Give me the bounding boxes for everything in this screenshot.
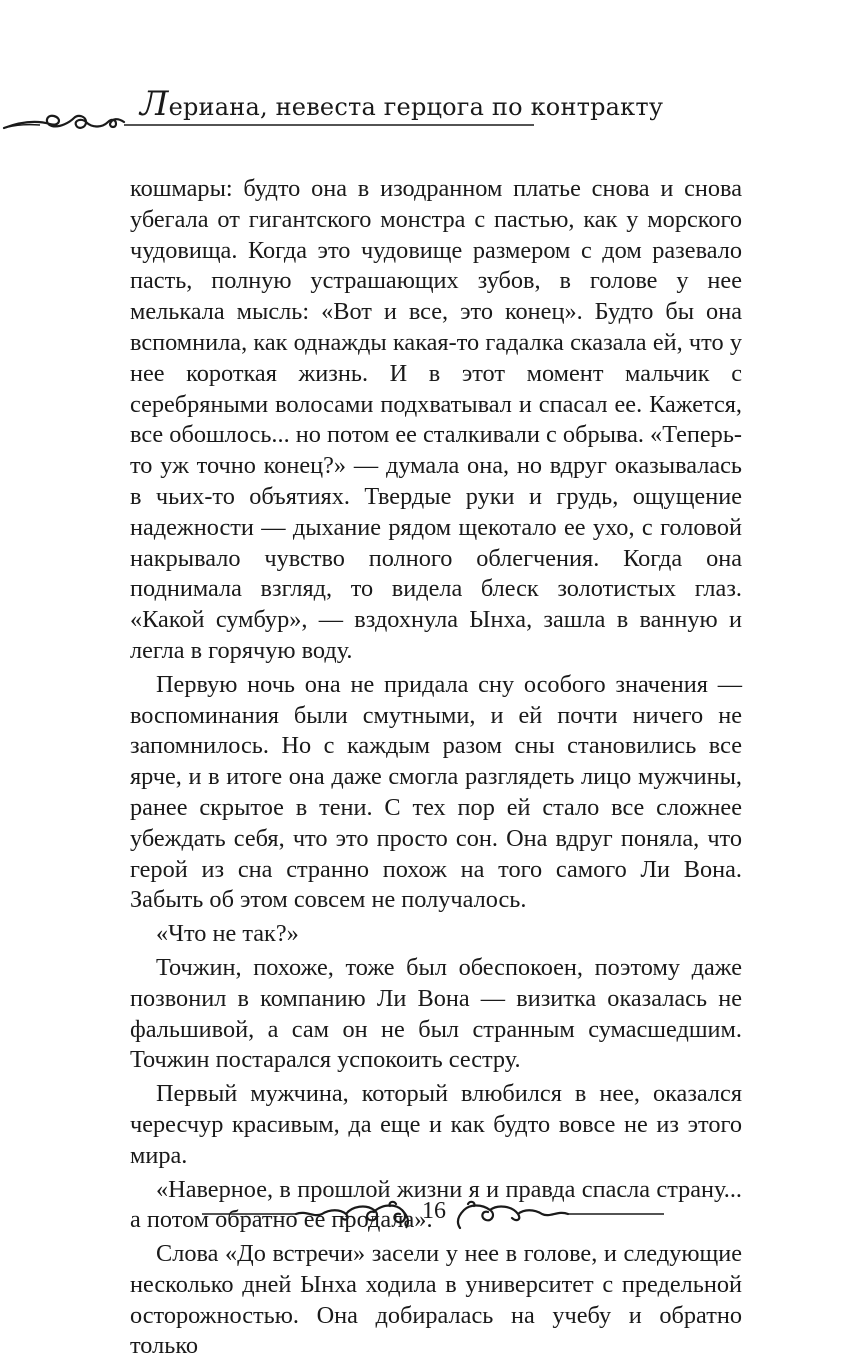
running-header bbox=[0, 78, 844, 138]
header-title-initial: Л bbox=[140, 84, 169, 124]
running-header-title bbox=[140, 84, 663, 124]
paragraph-4: Точжин, похоже, тоже был обеспокоен, поэтому даже позвонил в компанию Ли Вона — визитка оказалась не фальшивой, а сам он не был странным сумасшедшим. Точжин постарался успокоить сестру. bbox=[130, 953, 742, 1074]
paragraph-1: кошмары: будто она в изодранном платье снова и снова убегала от гигантского монстра с пастью, как у морского чудовища. Когда это чудовище размером с дом разевало пасть, полную устрашающих зубов, в голове у нее мелькала мысль: «Вот и все, это конец». Будто бы она вспомнила, как однажды какая-то гадалка сказала ей, что у нее короткая жизнь. И в этот момент мальчик с серебряными волосами подхватывал и спасал ее. Кажется, все обошлось... но потом ее сталкивали с обрыва. «Теперь-то уж точно конец?» — думала она, но вдруг оказывалась в чьих-то объятиях. Твердые руки и грудь, ощущение надежности — дыхание рядом щекотало ее ухо, с головой накрывало чувство полного облегчения. Когда она поднимала взгляд, то видела блеск золотистых глаз. «Какой сумбур», — вздохнула Ынха, зашла в ванную и легла в горячую воду. bbox=[130, 175, 742, 664]
header-title-rest: ериана, невеста герцога по контракту bbox=[168, 93, 664, 121]
page-footer bbox=[0, 1192, 844, 1242]
page-body bbox=[130, 174, 742, 1362]
paragraph-7: Слова «До встречи» засели у нее в голове, и следующие несколько дней Ынха ходила в университет с предельной осторожностью. Она добиралась на учебу и обратно только bbox=[130, 1240, 742, 1360]
paragraph-3: «Что не так?» bbox=[156, 920, 299, 948]
paragraph-2: Первую ночь она не придала сну особого значения — воспоминания были смутными, и ей почти ничего не запомнилось. Но с каждым разом сны становились все ярче, и в итоге она даже смогла разглядеть лицо мужчины, ранее скрытое в тени. С тех пор ей стало все сложнее убеждать себя, что это просто сон. Она вдруг поняла, что герой из сна странно похож на того самого Ли Вона. Забыть об этом совсем не получалось. bbox=[130, 670, 742, 914]
paragraph-6: «Наверное, в прошлой жизни я и правда спасла страну... а потом обратно ее продала». bbox=[130, 1175, 742, 1234]
paragraph-5: Первый мужчина, который влюбился в нее, оказался чересчур красивым, да еще и как будто вовсе не из этого мира. bbox=[130, 1080, 742, 1169]
page-number: 16 bbox=[422, 1198, 446, 1224]
